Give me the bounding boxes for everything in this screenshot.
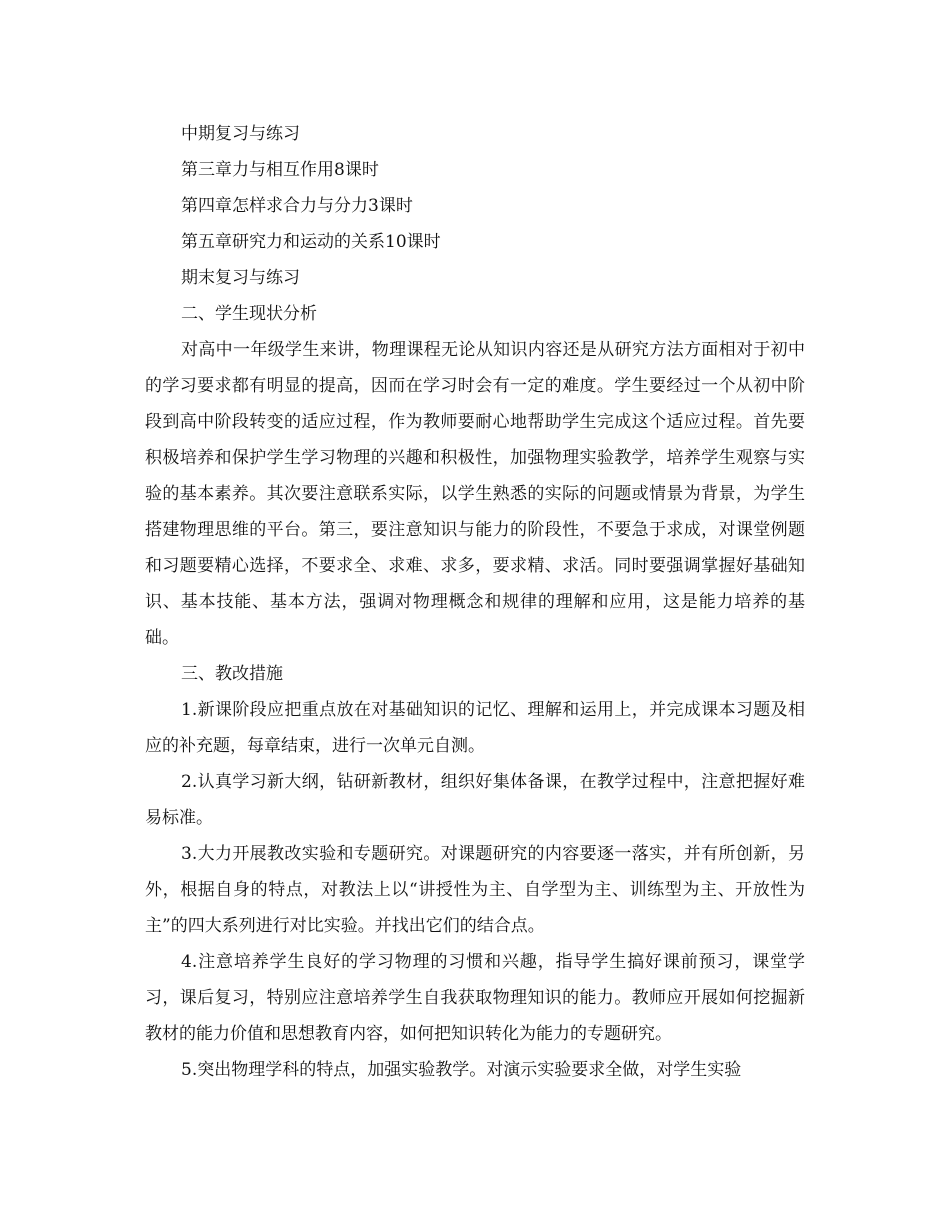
measure-item-2: 2.认真学习新大纲，钻研新教材，组织好集体备课，在教学过程中，注意把握好难易标准。 [145, 772, 805, 828]
paragraph-student-analysis: 对高中一年级学生来讲，物理课程无论从知识内容还是从研究方法方面相对于初中的学习要求都有明显的提高，因而在学习时会有一定的难度。学生要经过一个从初中阶段到高中阶段转变的适应过程，作为教师要耐心地帮助学生完成这个适应过程。首先要积极培养和保护学生学习物理的兴趣和积极性，加强物理实验教学，培养学生观察与实验的基本素养。其次要注意联系实际，以学生熟悉的实际的问题或情景为背景，为学生搭建物理思维的平台。第三，要注意知识与能力的阶段性，不要急于求成，对课堂例题和习题要精心选择，不要求全、求难、求多，要求精、求活。同时要强调掌握好基础知识、基本技能、基本方法，强调对物理概念和规律的理解和应用，这是能力培养的基础。 [145, 340, 805, 648]
schedule-chapter-5: 第五章研究力和运动的关系10课时 [181, 232, 441, 252]
schedule-chapter-4: 第四章怎样求合力与分力3课时 [181, 196, 413, 216]
section-heading-student-analysis: 二、学生现状分析 [181, 304, 317, 324]
schedule-chapter-3: 第三章力与相互作用8课时 [181, 160, 379, 180]
measure-item-4: 4.注意培养学生良好的学习物理的习惯和兴趣，指导学生搞好课前预习，课堂学习，课后复习，特别应注意培养学生自我获取物理知识的能力。教师应开展如何挖掘新教材的能力价值和思想教育内容，如何把知识转化为能力的专题研究。 [145, 952, 805, 1044]
measure-item-1: 1.新课阶段应把重点放在对基础知识的记忆、理解和运用上，并完成课本习题及相应的补充题，每章结束，进行一次单元自测。 [145, 700, 805, 756]
schedule-final-review: 期末复习与练习 [181, 268, 300, 288]
measure-item-5: 5.突出物理学科的特点，加强实验教学。对演示实验要求全做，对学生实验 [181, 1060, 742, 1080]
document-body [145, 116, 805, 1088]
section-heading-reform-measures: 三、教改措施 [181, 664, 283, 684]
schedule-midterm-review: 中期复习与练习 [181, 124, 300, 144]
measure-item-3: 3.大力开展教改实验和专题研究。对课题研究的内容要逐一落实，并有所创新，另外，根据自身的特点，对教法上以“讲授性为主、自学型为主、训练型为主、开放性为主”的四大系列进行对比实验。并找出它们的结合点。 [145, 844, 805, 936]
